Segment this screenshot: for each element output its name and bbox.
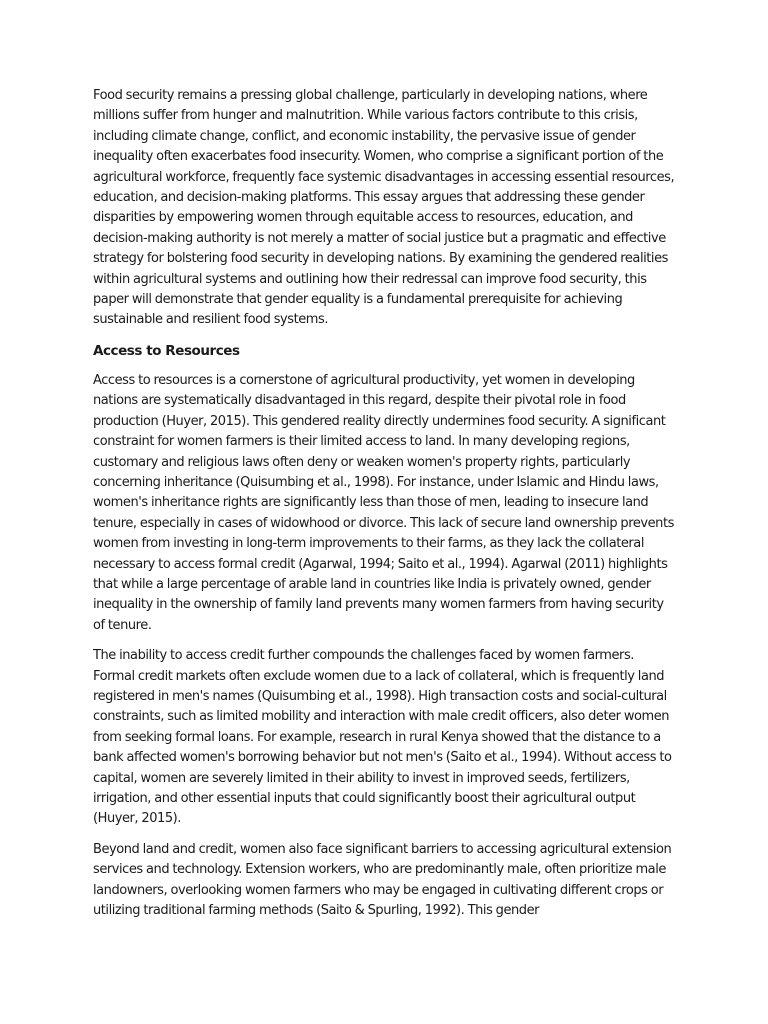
body-paragraph-2: The inability to access credit further compounds the challenges faced by women farmers. Formal credit markets often exclude women due to a lack of collateral, which is frequently land registered in men's names (Quisumbing et al., 1998). High transaction costs and social-cultural constraints, such as limited mobility and interaction with male credit officers, also deter women from seeking formal loans. For example, research in rural Kenya showed that the distance to a bank affected women's borrowing behavior but not men's (Saito et al., 1994). Without access to capital, women are severely limited in their ability to invest in improved seeds, fertilizers, irrigation, and other essential inputs that could significantly boost their agricultural output (Huyer, 2015). [93,648,672,827]
body-paragraph-3: Beyond land and credit, women also face significant barriers to accessing agricultural extension services and technology. Extension workers, who are predominantly male, often prioritize male landowners, overlooking women farmers who may be engaged in cultivating different crops or utilizing traditional farming methods (Saito & Spurling, 1992). This gender [93,841,672,919]
body-paragraph-1: Access to resources is a cornerstone of agricultural productivity, yet women in developing nations are systematically disadvantaged in this regard, despite their pivotal role in food production (Huyer, 2015). This gendered reality directly undermines food security. A significant constraint for women farmers is their limited access to land. In many developing regions, customary and religious laws often deny or weaken women's property rights, particularly concerning inheritance (Quisumbing et al., 1998). For instance, under Islamic and Hindu laws, women's inheritance rights are significantly less than those of men, leading to insecure land tenure, especially in cases of widowhood or divorce. This lack of secure land ownership prevents women from investing in long-term improvements to their farms, as they lack the collateral necessary to access formal credit (Agarwal, 1994; Saito et al., 1994). Agarwal (2011) highlights that while a large percentage of arable land in countries like India is privately owned, gender inequality in the ownership of family land prevents many women farmers from having security of tenure. [93,372,674,633]
section-heading: Access to Resources [93,342,240,359]
intro-paragraph: Food security remains a pressing global challenge, particularly in developing nations, where millions suffer from hunger and malnutrition. While various factors contribute to this crisis, including climate change, conflict, and economic instability, the pervasive issue of gender inequality often exacerbates food insecurity. Women, who comprise a significant portion of the agricultural workforce, frequently face systemic disadvantages in accessing essential resources, education, and decision-making platforms. This essay argues that addressing these gender disparities by empowering women through equitable access to resources, education, and decision-making authority is not merely a matter of social justice but a pragmatic and effective strategy for bolstering food security in developing nations. By examining the gendered realities within agricultural systems and outlining how their redressal can improve food security, this paper will demonstrate that gender equality is a fundamental prerequisite for achieving sustainable and resilient food systems. [93,88,675,328]
document-body [93,86,677,931]
